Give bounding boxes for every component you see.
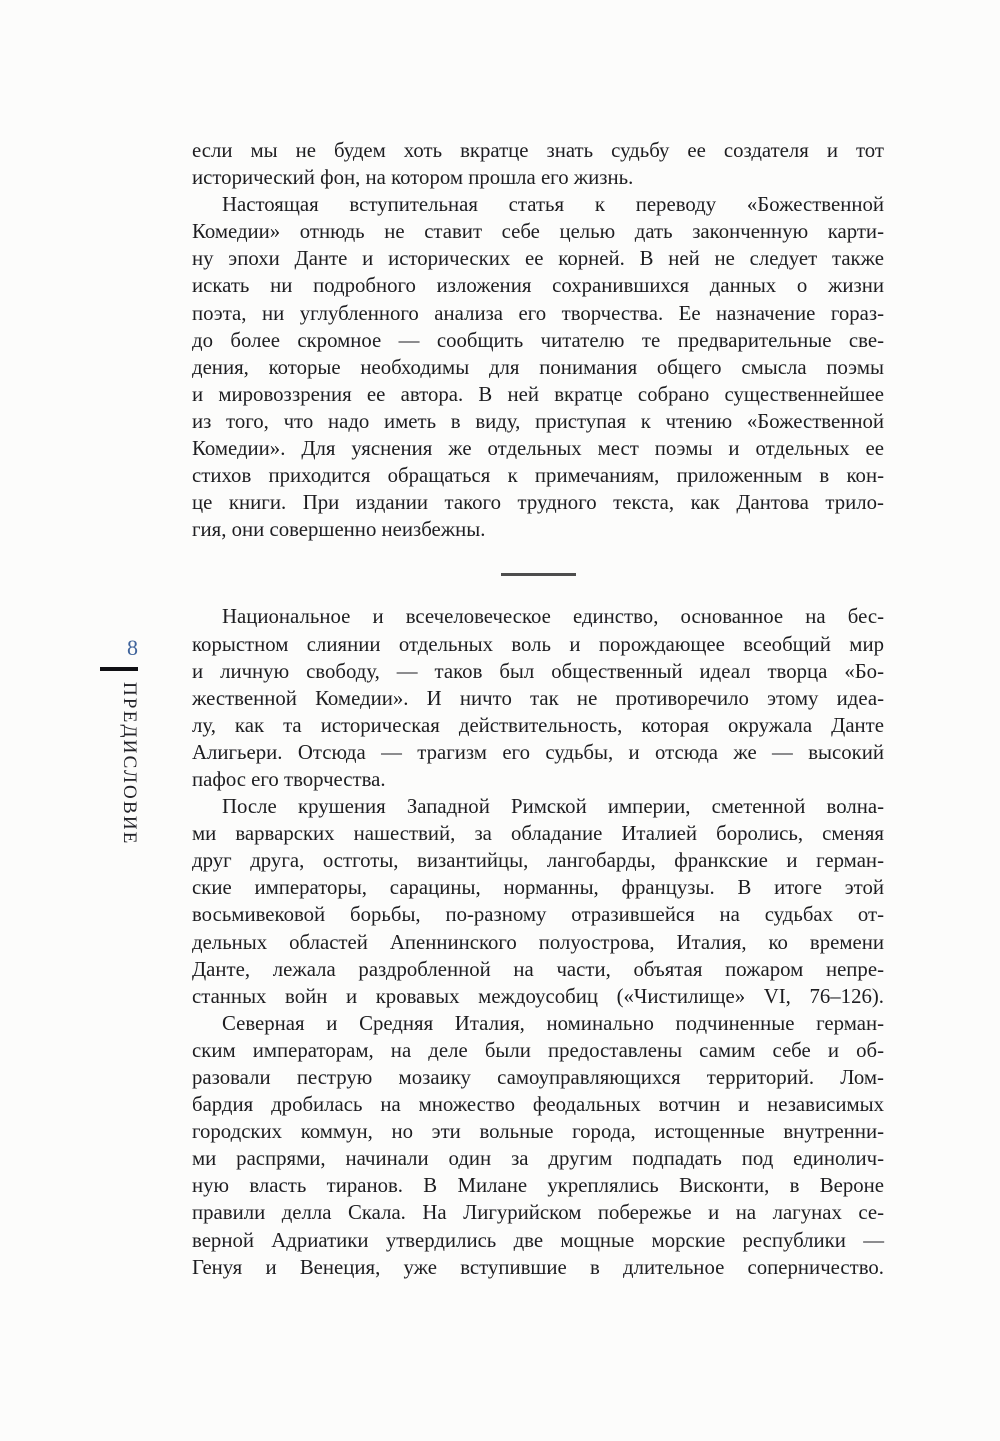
text-line: верной Адриатики утвердились две мощные морские республики — [192, 1228, 884, 1252]
text-line: разовали пеструю мозаику самоуправляющихся территорий. Лом- [192, 1066, 884, 1089]
text-line: Северная и Средняя Италия, номинально подчиненные герман- [222, 1011, 884, 1035]
text-line: ми варварских нашествий, за обладание Италией боролись, сменяя [192, 822, 884, 846]
text-line: искать ни подробного изложения сохранившихся данных о жизни [192, 274, 884, 298]
text-line: до более скромное — сообщить читателю те предварительные све- [192, 328, 884, 352]
paragraph [192, 137, 884, 191]
text-line: Данте, лежала раздробленной на части, объятая пожаром непре- [192, 957, 884, 981]
text-line: восьмивековой борьбы, по-разному отразившейся на судьбах от- [192, 903, 884, 927]
text-line: пафос его творчества. [192, 767, 386, 791]
text-line: если мы не будем хоть вкратце знать судьбу ее создателя и тот [192, 139, 884, 162]
margin-rule [100, 667, 138, 671]
text-line: из того, что надо иметь в виду, приступая к чтению «Божественной [192, 409, 884, 433]
text-line: ну эпохи Данте и исторических ее корней. В ней не следует также [192, 247, 884, 271]
running-title: ПРЕДИСЛОВИЕ [119, 682, 140, 846]
text-line: лу, как та историческая действительность, которая окружала Данте [192, 713, 884, 737]
paragraph [192, 603, 884, 793]
text-line: поэта, ни углубленного анализа его творчества. Ее назначение гораз- [192, 301, 884, 325]
text-line: исторический фон, на котором прошла его жизнь. [192, 166, 634, 190]
text-line: Национальное и всечеловеческое единство, основанное на бес- [222, 605, 884, 629]
text-line: ми распрями, начинали один за другим подпадать под единолич- [192, 1147, 884, 1171]
paragraph [192, 1010, 884, 1281]
text-line: це книги. При издании такого трудного текста, как Дантова трило- [192, 491, 884, 515]
text-line: ским императорам, на деле были предоставлены самим себе и об- [192, 1038, 884, 1062]
section-divider [192, 573, 884, 576]
text-line: друг друга, остготы, византийцы, лангобарды, франкские и герман- [192, 849, 884, 873]
text-line: и мировоззрения ее автора. В ней вкратце собрано существеннейшее [192, 382, 884, 406]
text-line: жественной Комедии». И ничто так не противоречило этому идеа- [192, 686, 884, 710]
page-number: 8 [127, 635, 138, 660]
text-line: дельных областей Апеннинского полуострова, Италия, ко времени [192, 930, 884, 954]
paragraph [192, 793, 884, 1010]
text-line: Алигьери. Отсюда — трагизм его судьбы, и отсюда же — высокий [192, 740, 884, 764]
paragraph [192, 191, 884, 543]
divider-rule [501, 573, 576, 576]
text-line: гия, они совершенно неизбежны. [192, 518, 486, 542]
text-line: ские императоры, сарацины, норманны, французы. В итоге этой [192, 876, 884, 900]
text-line: Комедии». Для уяснения же отдельных мест поэмы и отдельных ее [192, 437, 884, 461]
text-line: стихов приходится обращаться к примечаниям, приложенным в кон- [192, 464, 884, 488]
text-line: После крушения Западной Римской империи, сметенной волна- [222, 795, 884, 819]
text-line: ную власть тиранов. В Милане укреплялись Висконти, в Вероне [192, 1174, 884, 1198]
text-line: бардия дробилась на множество феодальных вотчин и независимых [192, 1093, 884, 1117]
text-column [192, 137, 884, 1281]
text-line: Комедии» отнюдь не ставит себе целью дать законченную карти- [192, 220, 884, 244]
text-line: станных войн и кровавых междоусобиц («Чистилище» VI, 76–126). [192, 984, 884, 1008]
text-line: Настоящая вступительная статья к переводу «Божественной [222, 193, 884, 217]
text-line: корыстном слиянии отдельных воль и порождающее всеобщий мир [192, 632, 884, 656]
text-line: правили делла Скала. На Лигурийском побережье и на лагунах се- [192, 1201, 884, 1225]
text-line: Генуя и Венеция, уже вступившие в длительное соперничество. [192, 1255, 884, 1279]
text-line: и личную свободу, — таков был общественный идеал творца «Бо- [192, 659, 884, 683]
text-line: дения, которые необходимы для понимания общего смысла поэмы [192, 355, 884, 379]
text-line: городских коммун, но эти вольные города, истощенные внутренни- [192, 1120, 884, 1144]
